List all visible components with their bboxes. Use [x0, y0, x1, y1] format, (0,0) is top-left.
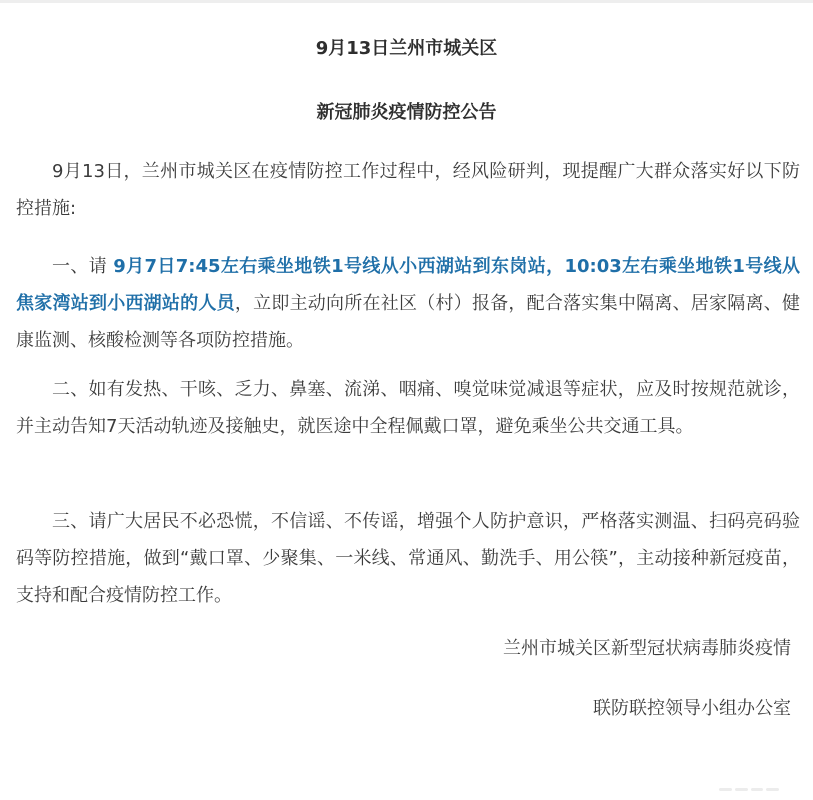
notice-title-date: 9月13日兰州市城关区: [315, 38, 498, 59]
item-1-suffix: ，立即主动向所在社区（村）报备，配合落实集中隔离、居家隔离、健康监测、核酸检测等各项防控措施。: [16, 293, 800, 351]
notice-intro: 9月13日，兰州市城关区在疫情防控工作过程中，经风险研判，现提醒广大群众落实好以下防控措施:: [16, 161, 800, 219]
item-1-highlight: 9月7日7:45左右乘坐地铁1号线从小西湖站到东岗站，10:03左右乘坐地铁1号线从焦家湾站到小西湖站的人员: [16, 256, 800, 314]
signature-organization: 兰州市城关区新型冠状病毒肺炎疫情: [503, 638, 791, 659]
item-1-prefix: 一、请: [52, 256, 114, 277]
notice-item-1: [16, 248, 800, 359]
notice-item-2: 二、如有发热、干咳、乏力、鼻塞、流涕、咽痛、嗅觉味觉减退等症状，应及时按规范就诊，并主动告知7天活动轨迹及接触史，就医途中全程佩戴口罩，避免乘坐公共交通工具。: [16, 379, 800, 437]
watermark: [719, 784, 779, 794]
notice-title: 新冠肺炎疫情防控公告: [316, 102, 497, 123]
signature-office: 联防联控领导小组办公室: [593, 698, 791, 719]
notice-item-3: 三、请广大居民不必恐慌，不信谣、不传谣，增强个人防护意识，严格落实测温、扫码亮码验码等防控措施，做到“戴口罩、少聚集、一米线、常通风、勤洗手、用公筷”，主动接种新冠疫苗，支持和配合疫情防控工作。: [16, 511, 800, 606]
